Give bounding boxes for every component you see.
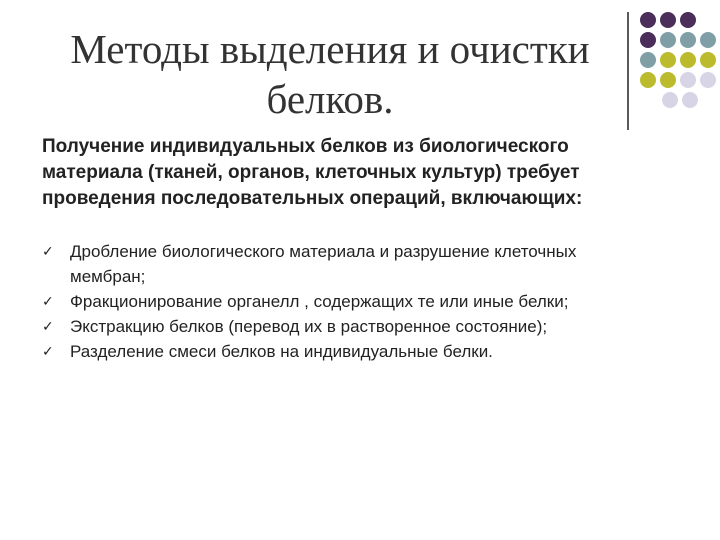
decoration-dot — [660, 32, 676, 48]
decoration-dot — [682, 92, 698, 108]
decoration-dot — [660, 52, 676, 68]
intro-line: Получение индивидуальных белков из биологического — [42, 136, 569, 157]
bullet-text: Разделение смеси белков на индивидуальные белки. — [70, 342, 493, 361]
bullet-item — [42, 339, 682, 364]
slide-title — [30, 24, 630, 124]
title-line: белков. — [266, 76, 394, 122]
decoration-dot — [660, 12, 676, 28]
checkmark-icon: ✓ — [42, 343, 54, 359]
intro-line: материала (тканей, органов, клеточных культур) требует — [42, 162, 580, 183]
decoration-dot — [640, 52, 656, 68]
decoration-dot — [680, 52, 696, 68]
bullet-text: Фракционирование органелл , содержащих те или иные белки; — [70, 292, 569, 311]
decoration-dot — [660, 72, 676, 88]
decoration-dot — [640, 72, 656, 88]
intro-paragraph — [42, 134, 682, 212]
decoration-dot — [662, 92, 678, 108]
bullet-text: Экстракцию белков (перевод их в растворенное состояние); — [70, 317, 548, 336]
decoration-dot — [700, 32, 716, 48]
divider-line — [627, 12, 629, 130]
bullet-item — [42, 239, 682, 289]
decoration-dot — [680, 72, 696, 88]
decoration-dot — [700, 52, 716, 68]
title-line: Методы выделения и очистки — [70, 26, 590, 72]
decoration-dot — [640, 32, 656, 48]
decoration-dot — [680, 12, 696, 28]
decoration-dot — [700, 72, 716, 88]
bullet-item — [42, 314, 682, 339]
bullet-text: мембран; — [70, 267, 146, 286]
checkmark-icon: ✓ — [42, 318, 54, 334]
bullet-list — [42, 239, 682, 364]
decoration-dot — [680, 32, 696, 48]
checkmark-icon: ✓ — [42, 243, 54, 259]
bullet-item — [42, 289, 682, 314]
intro-line: проведения последовательных операций, включающих: — [42, 188, 583, 209]
bullet-text: Дробление биологического материала и разрушение клеточных — [70, 242, 577, 261]
checkmark-icon: ✓ — [42, 293, 54, 309]
decoration-dot — [640, 12, 656, 28]
